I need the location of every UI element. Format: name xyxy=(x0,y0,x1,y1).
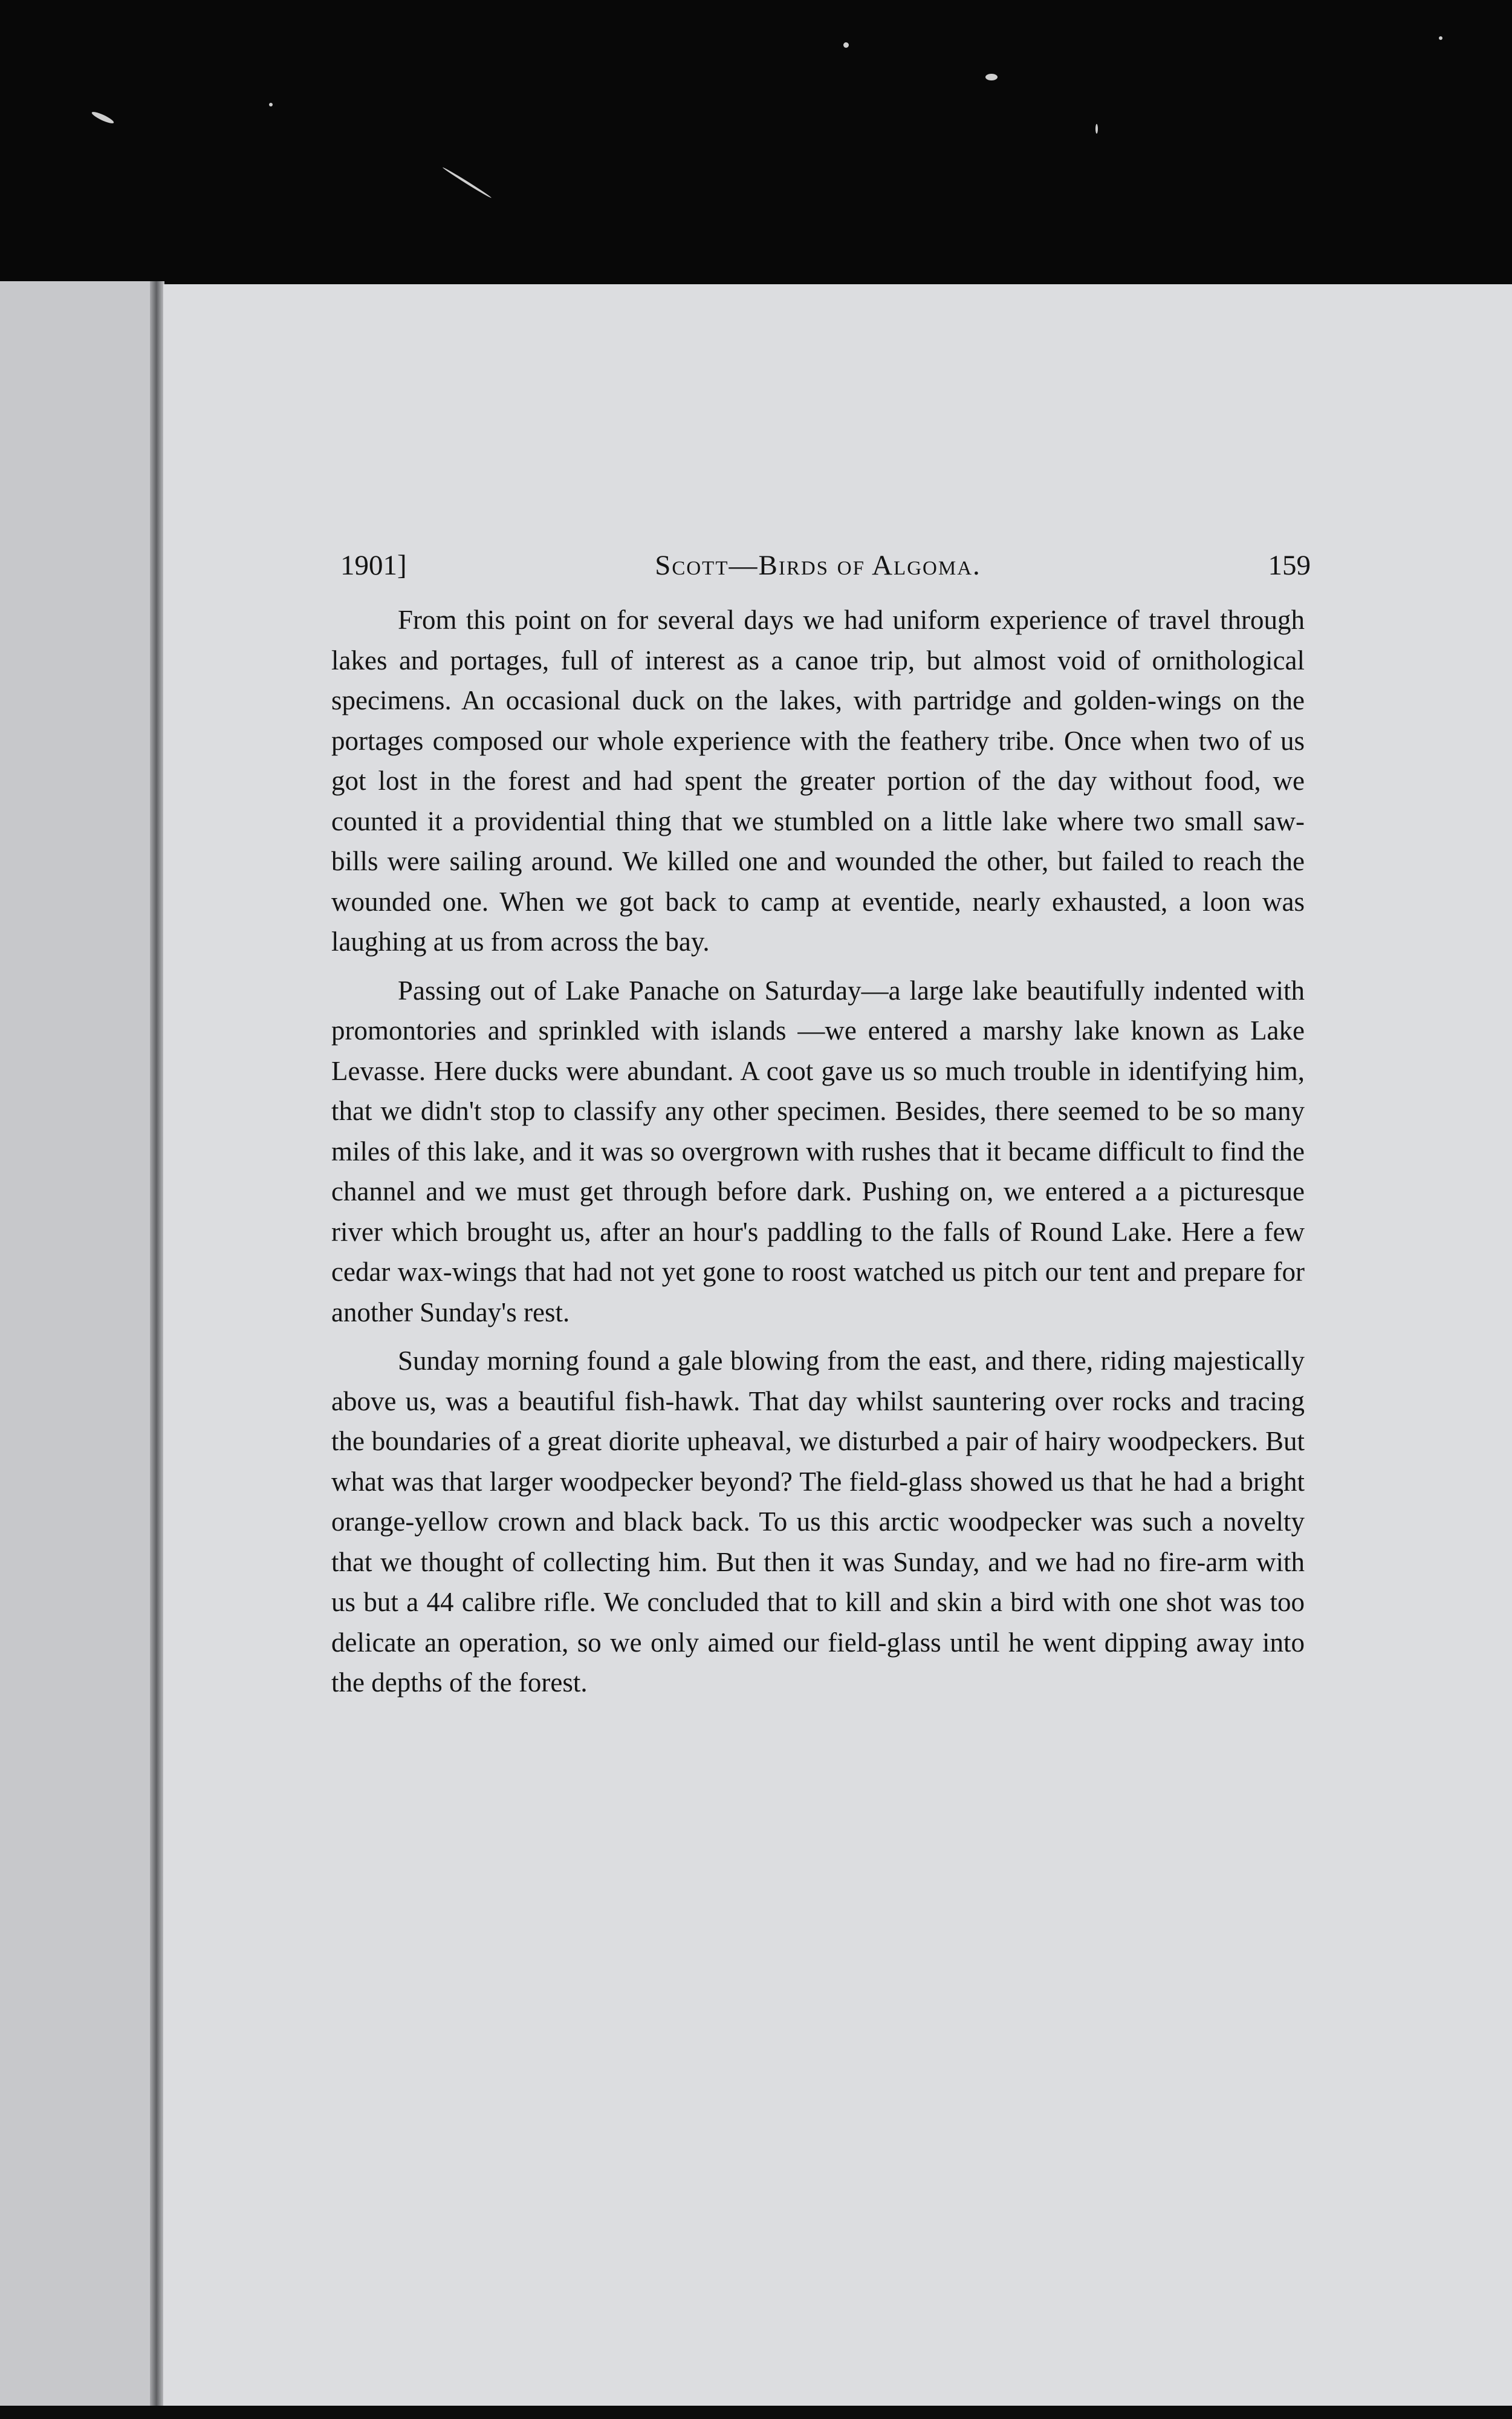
paragraph: Sunday morning found a gale blowing from the east, and there, riding majestically above us, was a beautiful fish-hawk. That day whilst sauntering over rocks and tracing the boundaries of a great diorite upheaval, we disturbed a pair of hairy woodpeckers. But what was that larger woodpecker beyond? The field-glass showed us that he had a bright orange-yellow crown and black back. To us this arctic woodpecker was such a novelty that we thought of collecting him. But then it was Sunday, and we had no fire-arm with us but a 44 calibre rifle. We concluded that to kill and skin a bird with one shot was too delicate an operation, so we only aimed our field-glass until he went dipping away into the depths of the forest. xyxy=(331,1346,1305,1698)
paragraph: From this point on for several days we had uniform experience of travel through lakes and portages, full of interest as a canoe trip, but almost void of ornithological specimens. An occasional duck on the lakes, with partridge and golden-wings on the portages composed our whole experience with the feathery tribe. Once when two of us got lost in the forest and had spent the greater portion of the day without food, we counted it a providential thing that we stumbled on a little lake where two small saw-bills were sailing around. We killed one and wounded the other, but failed to reach the wounded one. When we got back to camp at eventide, nearly exhausted, a loon was laughing at us from across the bay. xyxy=(331,605,1305,957)
dust-speck xyxy=(985,74,998,80)
running-head xyxy=(331,544,1311,587)
paragraph: Passing out of Lake Panache on Saturday—a large lake beautifully indented with promontories and sprinkled with islands —we entered a marshy lake known as Lake Levasse. Here ducks were abundant. A coot gave us so much trouble in identifying him, that we didn't stop to classify any other specimen. Besides, there seemed to be so many miles of this lake, and it was so overgrown with rushes that it became difficult to find the channel and we must get through before dark. Pushing on, we entered a a picturesque river which brought us, after an hour's paddling to the falls of Round Lake. Here a few cedar wax-wings that had not yet gone to roost watched us pitch our tent and prepare for another Sunday's rest. xyxy=(331,975,1305,1327)
page-number: 159 xyxy=(1268,550,1311,581)
left-page-edge xyxy=(0,281,158,2419)
dark-background-top xyxy=(0,0,1512,284)
dust-speck xyxy=(269,103,273,106)
dust-speck xyxy=(1095,124,1098,134)
page-text xyxy=(331,544,1311,1703)
book-gutter xyxy=(150,281,164,2419)
dust-speck xyxy=(442,166,492,199)
dark-background-bottom xyxy=(0,2406,1512,2419)
dust-speck xyxy=(91,110,115,125)
running-head-title: Scott—Birds of Algoma. xyxy=(655,550,981,581)
running-head-year: 1901] xyxy=(340,550,407,581)
dust-speck xyxy=(1439,36,1442,40)
dust-speck xyxy=(843,42,849,48)
